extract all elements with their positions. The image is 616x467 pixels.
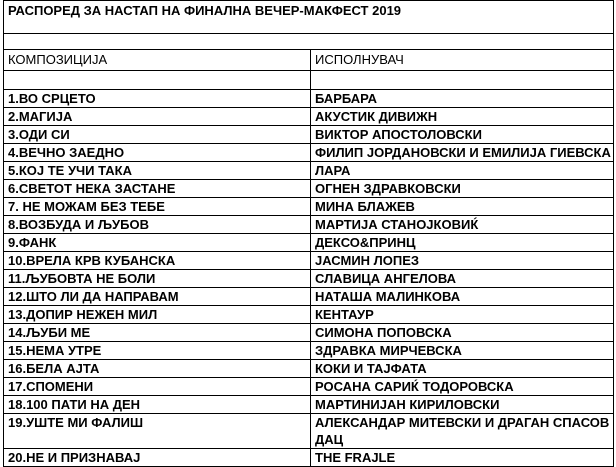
header-row	[4, 50, 614, 71]
performer-cell: THE FRAJLE	[311, 449, 614, 467]
table-row	[4, 288, 614, 306]
empty-row	[4, 34, 614, 50]
composition-cell: 13.ДОПИР НЕЖЕН МИЛ	[4, 306, 311, 324]
empty-cell	[4, 34, 614, 50]
composition-cell: 11.ЉУБОВТА НЕ БОЛИ	[4, 270, 311, 288]
composition-cell: 20.НЕ И ПРИЗНАВАЈ	[4, 449, 311, 467]
performer-cell: НАТАША МАЛИНКОВА	[311, 288, 614, 306]
table-row	[4, 414, 614, 449]
table-row	[4, 90, 614, 108]
composition-cell: 18.100 ПАТИ НА ДЕН	[4, 396, 311, 414]
page-title: РАСПОРЕД ЗА НАСТАП НА ФИНАЛНА ВЕЧЕР-МАКФЕСТ 2019	[4, 1, 614, 34]
table-row	[4, 216, 614, 234]
table-row	[4, 126, 614, 144]
composition-cell: 17.СПОМЕНИ	[4, 378, 311, 396]
composition-cell: 2.МАГИЈА	[4, 108, 311, 126]
schedule-table	[3, 0, 614, 467]
composition-cell: 6.СВЕТОТ НЕКА ЗАСТАНЕ	[4, 180, 311, 198]
performer-cell: ФИЛИП ЈОРДАНОВСКИ И ЕМИЛИЈА ГИЕВСКА	[311, 144, 614, 162]
table-row	[4, 324, 614, 342]
performer-cell: КЕНТАУР	[311, 306, 614, 324]
performer-cell: КОКИ И ТАЈФАТА	[311, 360, 614, 378]
performer-cell: АЛЕКСАНДАР МИТЕВСКИ И ДРАГАН СПАСОВ ДАЦ	[311, 414, 614, 449]
performer-cell: СЛАВИЦА АНГЕЛОВА	[311, 270, 614, 288]
composition-cell: 8.ВОЗБУДА И ЉУБОВ	[4, 216, 311, 234]
performer-cell: БАРБАРА	[311, 90, 614, 108]
column-header-performer: ИСПОЛНУВАЧ	[311, 50, 614, 71]
performer-cell: АКУСТИК ДИВИЖН	[311, 108, 614, 126]
composition-cell: 1.ВО СРЦЕТО	[4, 90, 311, 108]
schedule-sheet	[3, 0, 613, 467]
composition-cell: 16.БЕЛА АЈТА	[4, 360, 311, 378]
spacer-row	[4, 71, 614, 90]
table-row	[4, 144, 614, 162]
composition-cell: 19.УШТЕ МИ ФАЛИШ	[4, 414, 311, 449]
performer-cell: МИНА БЛАЖЕВ	[311, 198, 614, 216]
composition-cell: 3.ОДИ СИ	[4, 126, 311, 144]
composition-cell: 5.КОЈ ТЕ УЧИ ТАКА	[4, 162, 311, 180]
performer-cell: ВИКТОР АПОСТОЛОВСКИ	[311, 126, 614, 144]
composition-cell: 4.ВЕЧНО ЗАЕДНО	[4, 144, 311, 162]
performer-cell: ЈАСМИН ЛОПЕЗ	[311, 252, 614, 270]
table-row	[4, 108, 614, 126]
performer-cell: ЛАРА	[311, 162, 614, 180]
table-row	[4, 162, 614, 180]
table-row	[4, 360, 614, 378]
composition-cell: 12.ШТО ЛИ ДА НАПРАВАМ	[4, 288, 311, 306]
table-row	[4, 306, 614, 324]
composition-cell: 14.ЉУБИ МЕ	[4, 324, 311, 342]
spacer-cell	[311, 71, 614, 90]
performer-cell: ЗДРАВКА МИРЧЕВСКА	[311, 342, 614, 360]
spacer-cell	[4, 71, 311, 90]
table-row	[4, 252, 614, 270]
table-row	[4, 342, 614, 360]
table-row	[4, 449, 614, 467]
composition-cell: 7. НЕ МОЖАМ БЕЗ ТЕБЕ	[4, 198, 311, 216]
table-row	[4, 234, 614, 252]
performer-cell: МАРТИЈА СТАНОЈКОВИЌ	[311, 216, 614, 234]
composition-cell: 10.ВРЕЛА КРВ КУБАНСКА	[4, 252, 311, 270]
composition-cell: 9.ФАНК	[4, 234, 311, 252]
column-header-composition: КОМПОЗИЦИЈА	[4, 50, 311, 71]
performer-cell: ОГНЕН ЗДРАВКОВСКИ	[311, 180, 614, 198]
table-row	[4, 396, 614, 414]
table-row	[4, 180, 614, 198]
performer-cell: СИМОНА ПОПОВСКА	[311, 324, 614, 342]
table-row	[4, 378, 614, 396]
title-row	[4, 1, 614, 34]
table-row	[4, 198, 614, 216]
performer-cell: РОСАНА САРИЌ ТОДОРОВСКА	[311, 378, 614, 396]
table-row	[4, 270, 614, 288]
composition-cell: 15.НЕМА УТРЕ	[4, 342, 311, 360]
performer-cell: МАРТИНИЈАН КИРИЛОВСКИ	[311, 396, 614, 414]
performer-cell: ДЕКСО&ПРИНЦ	[311, 234, 614, 252]
